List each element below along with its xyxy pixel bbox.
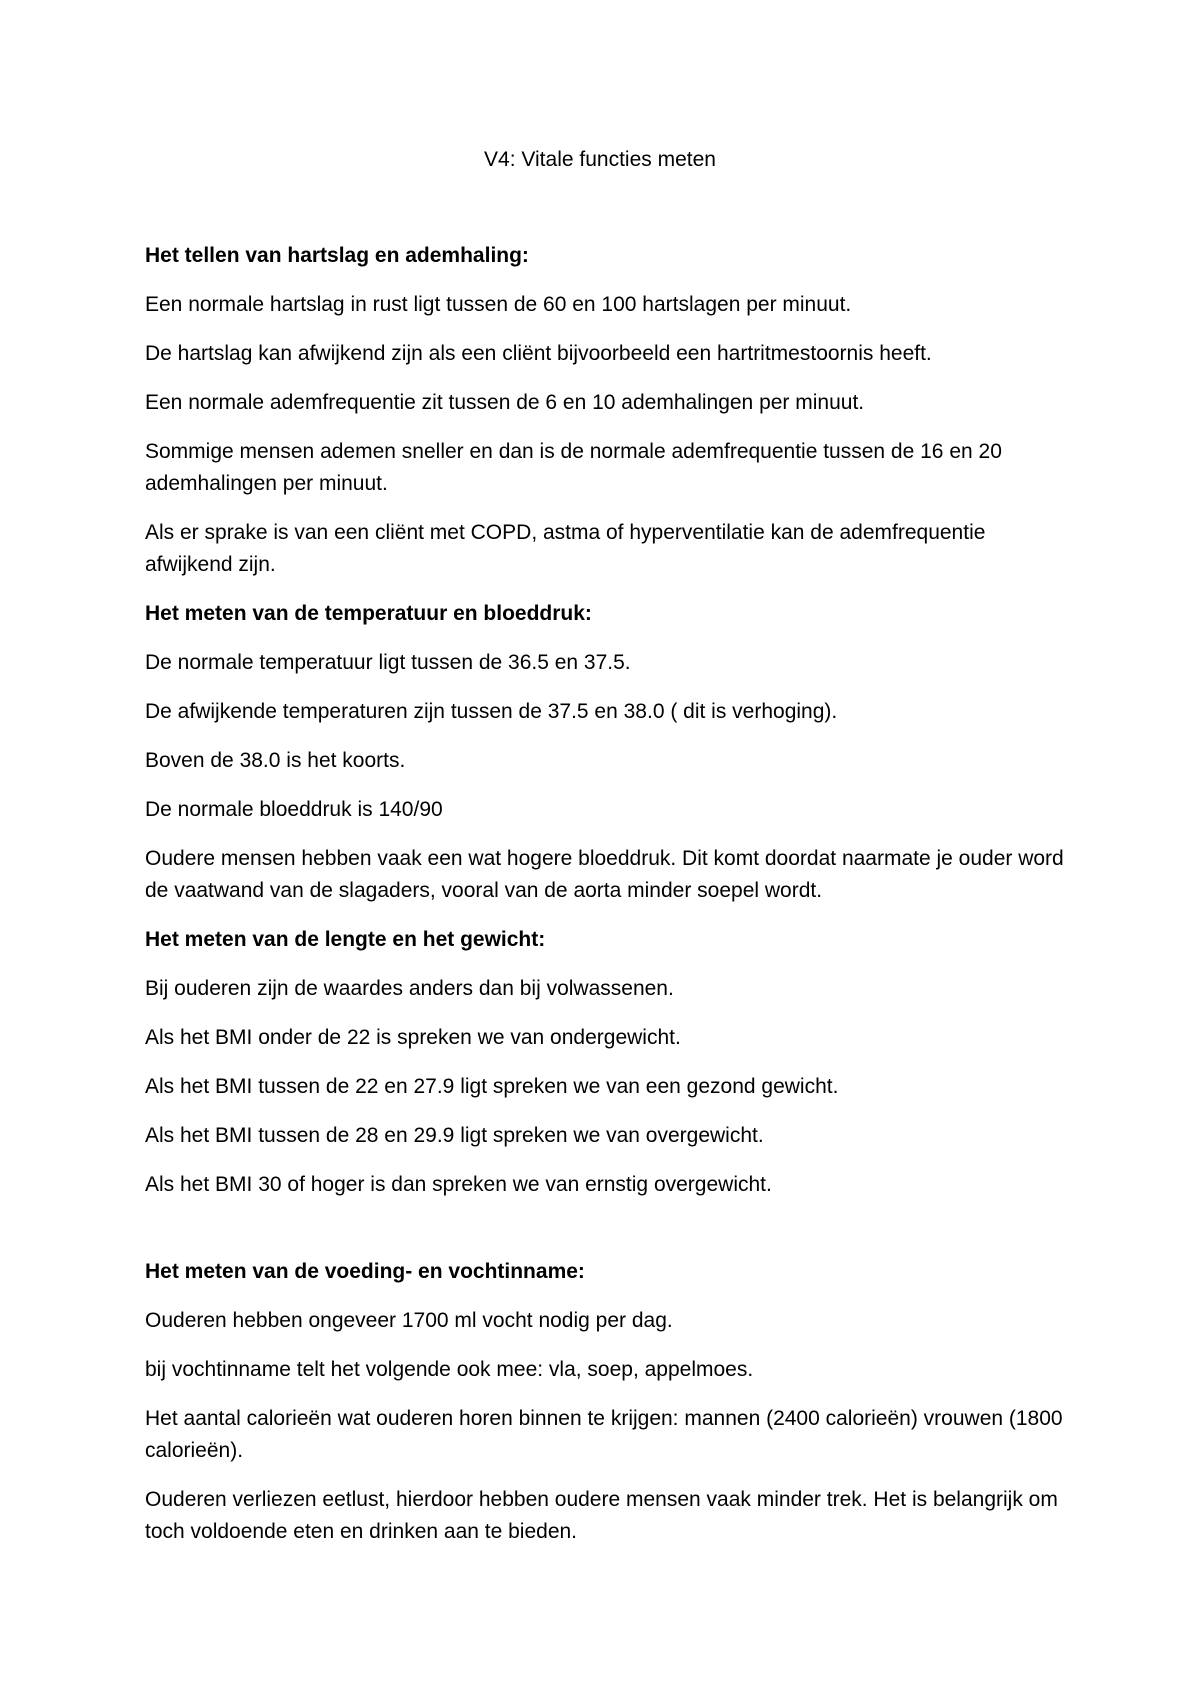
paragraph: De normale temperatuur ligt tussen de 36.5 en 37.5. <box>145 651 631 674</box>
paragraph: Als het BMI onder de 22 is spreken we van ondergewicht. <box>145 1026 681 1049</box>
paragraph: Ouderen hebben ongeveer 1700 ml vocht nodig per dag. <box>145 1309 673 1332</box>
paragraph: De afwijkende temperaturen zijn tussen de 37.5 en 38.0 ( dit is verhoging). <box>145 700 838 723</box>
paragraph: Boven de 38.0 is het koorts. <box>145 749 406 772</box>
section-heading-hartslag: Het tellen van hartslag en ademhaling: <box>145 244 529 267</box>
paragraph: De hartslag kan afwijkend zijn als een cliënt bijvoorbeeld een hartritmestoornis heeft. <box>145 342 932 365</box>
paragraph: Bij ouderen zijn de waardes anders dan bij volwassenen. <box>145 977 674 1000</box>
document-body <box>145 240 1065 1565</box>
paragraph: bij vochtinname telt het volgende ook mee: vla, soep, appelmoes. <box>145 1358 754 1381</box>
section-heading-voeding-vocht: Het meten van de voeding- en vochtinname: <box>145 1260 585 1283</box>
section-heading-lengte-gewicht: Het meten van de lengte en het gewicht: <box>145 928 546 951</box>
paragraph: Als het BMI tussen de 22 en 27.9 ligt spreken we van een gezond gewicht. <box>145 1075 839 1098</box>
paragraph: Als er sprake is van een cliënt met COPD, astma of hyperventilatie kan de ademfrequentie afwijkend zijn. <box>145 521 986 576</box>
section-heading-temperatuur: Het meten van de temperatuur en bloeddruk: <box>145 602 592 625</box>
paragraph: Oudere mensen hebben vaak een wat hogere bloeddruk. Dit komt doordat naarmate je ouder word de vaatwand van de slagaders, vooral van de aorta minder soepel wordt. <box>145 847 1064 902</box>
paragraph: Een normale hartslag in rust ligt tussen de 60 en 100 hartslagen per minuut. <box>145 293 852 316</box>
paragraph: De normale bloeddruk is 140/90 <box>145 798 443 821</box>
paragraph: Ouderen verliezen eetlust, hierdoor hebben oudere mensen vaak minder trek. Het is belangrijk om toch voldoende eten en drinken aan te bieden. <box>145 1488 1058 1543</box>
paragraph: Als het BMI tussen de 28 en 29.9 ligt spreken we van overgewicht. <box>145 1124 764 1147</box>
paragraph: Als het BMI 30 of hoger is dan spreken we van ernstig overgewicht. <box>145 1173 772 1196</box>
blank-line <box>145 1218 1065 1256</box>
paragraph: Het aantal calorieën wat ouderen horen binnen te krijgen: mannen (2400 calorieën) vrouwen (1800 calorieën). <box>145 1407 1063 1462</box>
paragraph: Een normale ademfrequentie zit tussen de 6 en 10 ademhalingen per minuut. <box>145 391 865 414</box>
document-title: V4: Vitale functies meten <box>484 148 716 171</box>
paragraph: Sommige mensen ademen sneller en dan is de normale ademfrequentie tussen de 16 en 20 ademhalingen per minuut. <box>145 440 1002 495</box>
